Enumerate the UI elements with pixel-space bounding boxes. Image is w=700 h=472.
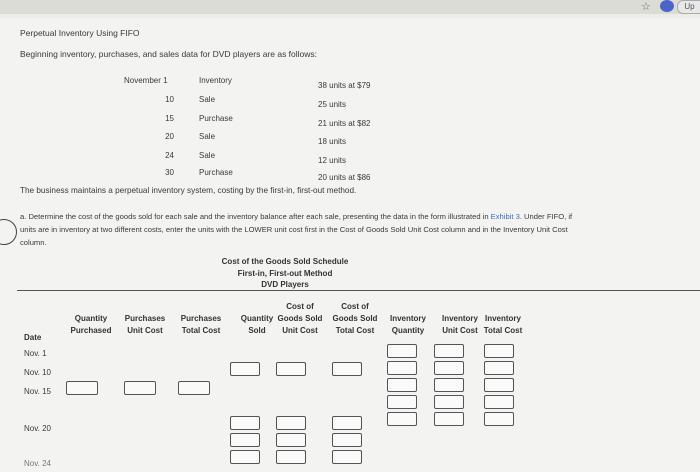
amount-input[interactable] [276, 433, 306, 447]
amount-input[interactable] [332, 416, 362, 430]
transaction-date: November 1 [124, 76, 168, 85]
intro-text: Beginning inventory, purchases, and sales data for DVD players are as follows: [20, 49, 318, 59]
column-header: Cost of [286, 302, 314, 311]
column-header: Quantity [391, 326, 425, 335]
row-label: Nov. 24 [24, 459, 51, 468]
amount-input[interactable] [178, 381, 210, 395]
question-line-1 [20, 212, 572, 221]
part-a-radio[interactable] [0, 219, 17, 245]
transaction-quantity: 21 units at $82 [318, 119, 371, 128]
amount-input[interactable] [434, 361, 464, 375]
column-header: Total Cost [335, 326, 375, 335]
schedule-rule [17, 290, 700, 291]
question-line-2: units are in inventory at two different costs, enter the units with the LOWER unit cost first in the Cost of Goods Sold Unit Cost column and in the Inventory Unit Cost [20, 225, 568, 234]
schedule-product: DVD Players [261, 280, 309, 289]
amount-input[interactable] [124, 381, 156, 395]
transaction-type: Inventory [199, 76, 232, 85]
amount-input[interactable] [332, 433, 362, 447]
column-header: Inventory [484, 314, 521, 323]
amount-input[interactable] [434, 378, 464, 392]
transaction-date: 30 [165, 168, 174, 177]
column-header: Quantity [74, 314, 108, 323]
transaction-date: 10 [165, 95, 174, 104]
transaction-quantity: 38 units at $79 [318, 81, 371, 90]
problem-title: Perpetual Inventory Using FIFO [20, 28, 140, 38]
profile-icon[interactable] [660, 0, 674, 12]
amount-input[interactable] [484, 395, 514, 409]
column-header: Total Cost [181, 326, 221, 335]
amount-input[interactable] [387, 361, 417, 375]
transaction-quantity: 25 units [318, 100, 347, 109]
question-line-3: column. [20, 238, 47, 247]
transaction-type: Purchase [199, 114, 233, 123]
column-header: Total Cost [483, 326, 523, 335]
system-note: The business maintains a perpetual inventory system, costing by the first-in, first-out method. [20, 186, 357, 195]
amount-input[interactable] [230, 416, 260, 430]
transaction-quantity: 18 units [318, 137, 347, 146]
schedule-method: First-in, First-out Method [237, 269, 333, 278]
amount-input[interactable] [276, 362, 306, 376]
amount-input[interactable] [332, 362, 362, 376]
column-header: Goods Sold [332, 314, 378, 323]
row-label: Nov. 15 [24, 387, 51, 396]
row-label: Nov. 20 [24, 424, 51, 433]
transaction-type: Sale [199, 151, 216, 160]
column-header: Inventory [441, 314, 478, 323]
amount-input[interactable] [387, 412, 417, 426]
toolbar-shadow [0, 14, 700, 18]
column-header: Goods Sold [277, 314, 323, 323]
amount-input[interactable] [66, 381, 98, 395]
transaction-type: Purchase [199, 168, 233, 177]
column-header: Unit Cost [127, 326, 163, 335]
question-text-end: . Under FIFO, if [519, 212, 573, 221]
amount-input[interactable] [230, 450, 260, 464]
column-header: Purchases [124, 314, 166, 323]
amount-input[interactable] [276, 416, 306, 430]
question-text: a. Determine the cost of the goods sold for each sale and the inventory balance after each sale, presenting the data in the form illustrated in [20, 212, 491, 221]
up-button[interactable]: Up [677, 0, 700, 14]
transaction-date: 15 [165, 114, 174, 123]
row-label: Nov. 1 [24, 349, 47, 358]
row-label: Nov. 10 [24, 368, 51, 377]
column-header: Unit Cost [442, 326, 478, 335]
exhibit-link[interactable]: Exhibit 3 [490, 212, 520, 221]
column-header: Purchases [180, 314, 222, 323]
amount-input[interactable] [276, 450, 306, 464]
amount-input[interactable] [434, 344, 464, 358]
column-header: Inventory [389, 314, 426, 323]
amount-input[interactable] [434, 395, 464, 409]
column-header: Cost of [341, 302, 369, 311]
transaction-type: Sale [199, 95, 216, 104]
amount-input[interactable] [332, 450, 362, 464]
column-header: Purchased [70, 326, 112, 335]
transaction-date: 24 [165, 151, 174, 160]
amount-input[interactable] [484, 412, 514, 426]
amount-input[interactable] [387, 378, 417, 392]
column-header: Sold [248, 326, 266, 335]
browser-toolbar [0, 0, 700, 14]
schedule-title: Cost of the Goods Sold Schedule [221, 257, 349, 266]
amount-input[interactable] [484, 344, 514, 358]
transaction-type: Sale [199, 132, 216, 141]
transaction-quantity: 12 units [318, 156, 347, 165]
transaction-date: 20 [165, 132, 174, 141]
transaction-quantity: 20 units at $86 [318, 173, 371, 182]
amount-input[interactable] [387, 344, 417, 358]
column-header: Unit Cost [282, 326, 318, 335]
amount-input[interactable] [230, 362, 260, 376]
amount-input[interactable] [484, 361, 514, 375]
amount-input[interactable] [484, 378, 514, 392]
date-header: Date [24, 333, 42, 342]
column-header: Quantity [240, 314, 274, 323]
bookmark-star-icon[interactable]: ☆ [641, 1, 651, 13]
amount-input[interactable] [434, 412, 464, 426]
amount-input[interactable] [230, 433, 260, 447]
amount-input[interactable] [387, 395, 417, 409]
